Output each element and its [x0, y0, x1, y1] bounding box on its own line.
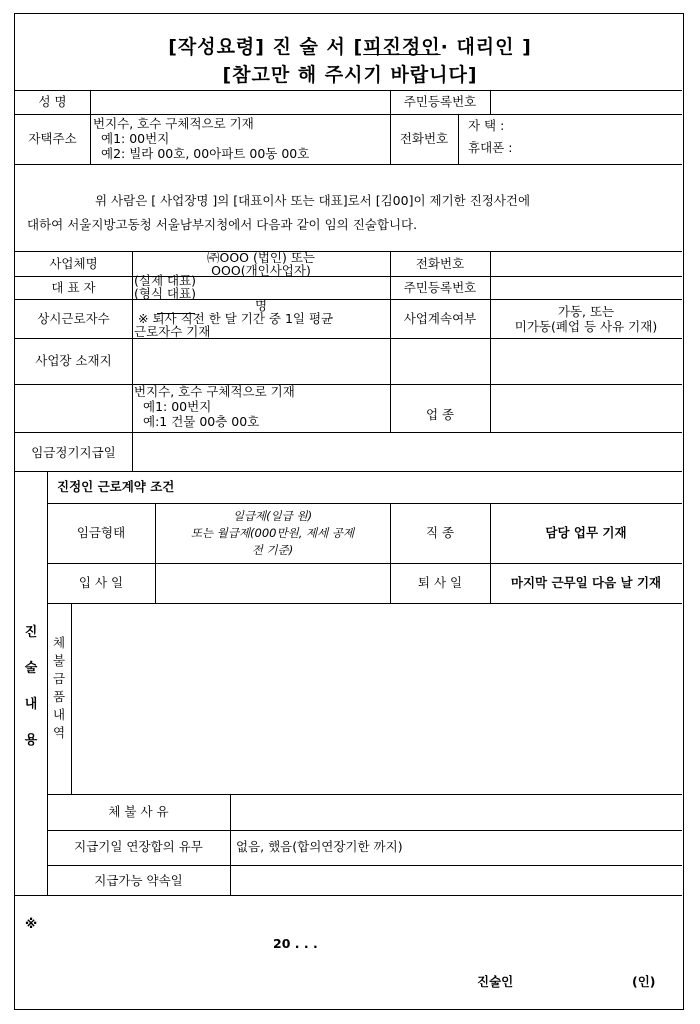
- ceo-hint-1: (실제 대표): [134, 273, 197, 288]
- workers-hint-2: 근로자수 기재: [134, 324, 211, 339]
- business-name-hint-2: OOO(개인사업자): [211, 263, 311, 278]
- payday-label: 임금정기지급일: [31, 445, 116, 460]
- extension-label: 지급기일 연장합의 유무: [74, 839, 203, 854]
- job-hint: 담당 업무 기재: [545, 525, 627, 540]
- ceo-rrn-label: 주민등록번호: [403, 280, 477, 295]
- business-name-hint-1: ㈜OOO (법인) 또는: [206, 250, 316, 265]
- rrn-field[interactable]: [491, 91, 681, 113]
- ceo-label: 대 표 자: [51, 280, 96, 295]
- business-phone-label: 전화번호: [415, 256, 465, 271]
- unpaid-label-1: 체: [52, 635, 66, 650]
- wage-type-hint-3: 전 기준): [251, 543, 294, 557]
- statement-form: [14, 13, 684, 1010]
- address-hint-1: 번지수, 호수 구체적으로 기재: [93, 116, 254, 131]
- promise-date-field[interactable]: [231, 866, 681, 894]
- statement-side-label-2: 술: [24, 661, 38, 676]
- industry-field[interactable]: [491, 385, 681, 431]
- statement-side-label-4: 용: [24, 733, 38, 748]
- industry-label: 업 종: [425, 407, 455, 422]
- name-label: 성 명: [38, 94, 67, 109]
- payday-field[interactable]: [133, 433, 681, 470]
- ceo-hint-2: (형식 대표): [134, 286, 197, 301]
- unpaid-reason-field[interactable]: [231, 795, 681, 829]
- rrn-label: 주민등록번호: [403, 94, 477, 109]
- unpaid-label-5: 내: [52, 707, 66, 722]
- unpaid-reason-label: 체 불 사 유: [108, 804, 169, 819]
- wage-type-hint-1: 일급제(일급 원): [232, 509, 313, 523]
- name-field[interactable]: [91, 91, 389, 113]
- continuing-hint-1: 가동, 또는: [557, 304, 615, 319]
- location-hint-1: 번지수, 호수 구체적으로 기재: [134, 384, 295, 399]
- form-title: [작성요령] 진 술 서 [피진정인· 대리인 ]: [168, 36, 532, 58]
- unpaid-items-field[interactable]: [72, 604, 681, 793]
- seal-mark[interactable]: (인): [632, 974, 656, 989]
- unpaid-label-4: 품: [52, 689, 66, 704]
- address-hint-3: 예2: 빌라 00호, 00아파트 00동 00호: [101, 146, 310, 161]
- wage-type-label: 임금형태: [76, 525, 126, 540]
- extension-value[interactable]: 없음, 했음(합의연장기한 까지): [236, 839, 403, 854]
- address-label: 자택주소: [28, 131, 77, 146]
- location-hint-3: 예:1 건물 00층 00호: [143, 414, 260, 429]
- continuing-label: 사업계속여부: [403, 311, 477, 326]
- mobile-phone-field[interactable]: 휴대폰 :: [468, 140, 513, 155]
- location-label: 사업장 소재지: [35, 353, 112, 368]
- hire-date-label: 입 사 일: [78, 575, 124, 590]
- wage-type-hint-2: 또는 월급제(000만원, 제세 공제: [190, 526, 355, 540]
- statement-date[interactable]: 20 . . .: [273, 936, 318, 951]
- hire-date-field[interactable]: [156, 564, 389, 602]
- statement-side-label-1: 진: [24, 625, 38, 640]
- leave-date-hint: 마지막 근무일 다음 날 기재: [510, 575, 662, 590]
- intro-line-1: 위 사람은 [ 사업장명 ]의 [대표이사 또는 대표]로서 [김00]이 제기한 진정사건에: [95, 193, 531, 208]
- promise-date-label: 지급가능 약속일: [94, 873, 183, 888]
- respondent-option: 피진정인: [363, 36, 441, 58]
- home-phone-field[interactable]: 자 택 :: [468, 118, 505, 133]
- location-hint-2: 예1: 00번지: [143, 399, 212, 414]
- unpaid-label-2: 불: [52, 653, 66, 668]
- contract-header: 진정인 근로계약 조건: [57, 479, 175, 494]
- workers-unit: 명: [254, 298, 268, 313]
- business-phone-field[interactable]: [491, 252, 681, 275]
- business-name-label: 사업체명: [49, 256, 98, 271]
- statement-side-label-3: 내: [24, 697, 38, 712]
- workers-hint-1: ※ 퇴사 직전 한 달 기간 중 1일 평균: [138, 311, 334, 326]
- phone-label: 전화번호: [399, 131, 449, 146]
- signer-label: 진술인: [477, 974, 514, 989]
- ceo-rrn-field[interactable]: [491, 277, 681, 298]
- job-label: 직 종: [425, 525, 455, 540]
- continuing-hint-2: 미가동(폐업 등 사유 기재): [514, 319, 658, 334]
- address-hint-2: 예1: 00번지: [101, 131, 170, 146]
- leave-date-label: 퇴 사 일: [417, 575, 463, 590]
- form-subtitle: [참고만 해 주시기 바랍니다]: [222, 64, 478, 86]
- workers-label: 상시근로자수: [37, 311, 110, 326]
- unpaid-label-6: 역: [52, 725, 66, 740]
- unpaid-label-3: 금: [52, 671, 66, 686]
- intro-line-2: 대하여 서울지방고동청 서울남부지청에서 다음과 같이 임의 진술합니다.: [27, 217, 418, 232]
- note-mark: ※: [25, 916, 38, 931]
